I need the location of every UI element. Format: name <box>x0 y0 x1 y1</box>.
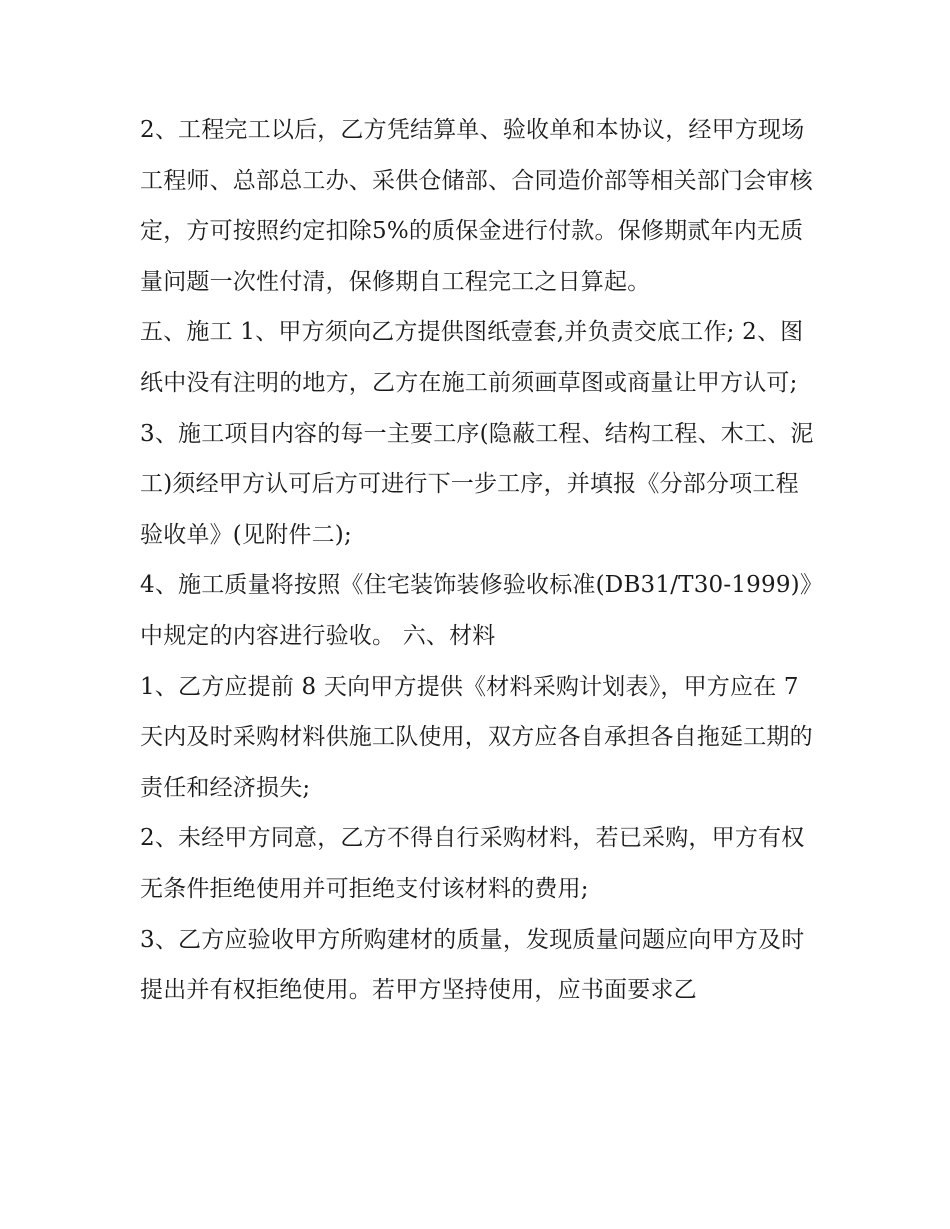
paragraph-completion-payment: 2、工程完工以后，乙方凭结算单、验收单和本协议，经甲方现场工程师、总部总工办、采供仓储部、合同造价部等相关部门会审核定，方可按照约定扣除5%的质保金进行付款。保修期贰年内无质量问题一次性付清，保修期自工程完工之日算起。 <box>140 117 813 295</box>
paragraph-material-plan: 1、乙方应提前 8 天向甲方提供《材料采购计划表》，甲方应在 7 天内及时采购材料供施工队使用，双方应各自承担各自拖延工期的责任和经济损失; <box>140 673 813 801</box>
paragraph-material-approval: 2、未经甲方同意，乙方不得自行采购材料，若已采购，甲方有权无条件拒绝使用并可拒绝支付该材料的费用; <box>140 825 805 902</box>
document-body <box>140 105 820 1016</box>
paragraph-construction-drawings: 五、施工 1、甲方须向乙方提供图纸壹套,并负责交底工作; 2、图纸中没有注明的地方，乙方在施工前须画草图或商量让甲方认可; <box>140 319 804 396</box>
paragraph-quality-acceptance: 4、施工质量将按照《住宅装饰装修验收标准(DB31/T30-1999)》中规定的内容进行验收。 六、材料 <box>140 572 812 649</box>
paragraph-construction-procedures: 3、施工项目内容的每一主要工序(隐蔽工程、结构工程、木工、泥工)须经甲方认可后方可进行下一步工序，并填报《分部分项工程验收单》(见附件二); <box>140 420 814 548</box>
paragraph-material-inspection: 3、乙方应验收甲方所购建材的质量，发现质量问题应向甲方及时提出并有权拒绝使用。若甲方坚持使用，应书面要求乙 <box>140 926 805 1004</box>
